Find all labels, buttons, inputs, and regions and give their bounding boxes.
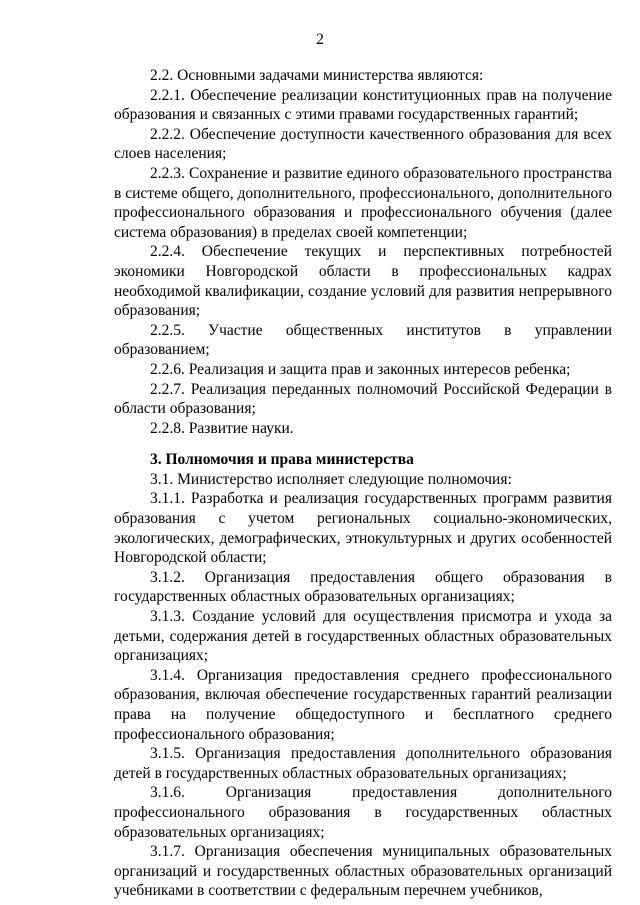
- task-paragraph: 2.2.7. Реализация переданных полномочий Российской Федерации в области образования;: [114, 380, 612, 418]
- page-number: 2: [316, 31, 324, 48]
- authority-paragraph: 3.1.5. Организация предоставления дополнительного образования детей в государственных областных образовательных организациях;: [114, 745, 612, 782]
- document-body: [114, 66, 612, 901]
- section-heading: 3. Полномочия и права министерства: [150, 451, 414, 469]
- task-paragraph: 2.2.5. Участие общественных институтов в управлении образованием;: [114, 321, 612, 359]
- task-paragraph: 2.2.3. Сохранение и развитие единого образовательного пространства в системе общего, дополнительного, профессионального, дополнительного профессионального образования и профессионального обучения (далее система образования) в пределах своей компетенции;: [114, 164, 612, 241]
- task-paragraph: 2.2. Основными задачами министерства являются:: [150, 67, 484, 84]
- task-paragraph: 2.2.4. Обеспечение текущих и перспективных потребностей экономики Новгородской области в профессиональных кадрах необходимой квалификации, создание условий для развития непрерывного образования;: [114, 243, 612, 320]
- task-paragraph: 2.2.2. Обеспечение доступности качественного образования для всех слоев населения;: [114, 125, 612, 163]
- task-paragraph: 2.2.6. Реализация и защита прав и законных интересов ребенка;: [150, 360, 571, 378]
- authority-paragraph: 3.1.4. Организация предоставления среднего профессионального образования, включая обеспечение государственных гарантий реализации права на получение общедоступного и бесплатного среднего профессионального образования;: [114, 666, 612, 743]
- task-paragraph: 2.2.1. Обеспечение реализации конституционных прав на получение образования и связанных с этими правами государственных гарантий;: [114, 86, 612, 124]
- authority-paragraph: 3.1.6. Организация предоставления дополнительного профессионального образования в государственных областных образовательных организациях;: [114, 784, 612, 841]
- authority-paragraph: 3.1.2. Организация предоставления общего образования в государственных областных образовательных организациях;: [114, 568, 612, 606]
- task-paragraph: 2.2.8. Развитие науки.: [150, 419, 294, 437]
- authority-paragraph: 3.1.3. Создание условий для осуществления присмотра и ухода за детьми, содержания детей в государственных областных образовательных организациях;: [114, 608, 612, 665]
- authority-paragraph: 3.1.1. Разработка и реализация государственных программ развития образования с учетом региональных социально-экономических, экологических, демографических, этнокультурных и других особенностей Новгородской области;: [114, 490, 612, 567]
- authority-paragraph: 3.1.7. Организация обеспечения муниципальных образовательных организаций и государственных областных образовательных организаций учебниками в соответствии с федеральным перечнем учебников,: [114, 843, 612, 900]
- authority-paragraph: 3.1. Министерство исполняет следующие полномочия:: [150, 470, 512, 488]
